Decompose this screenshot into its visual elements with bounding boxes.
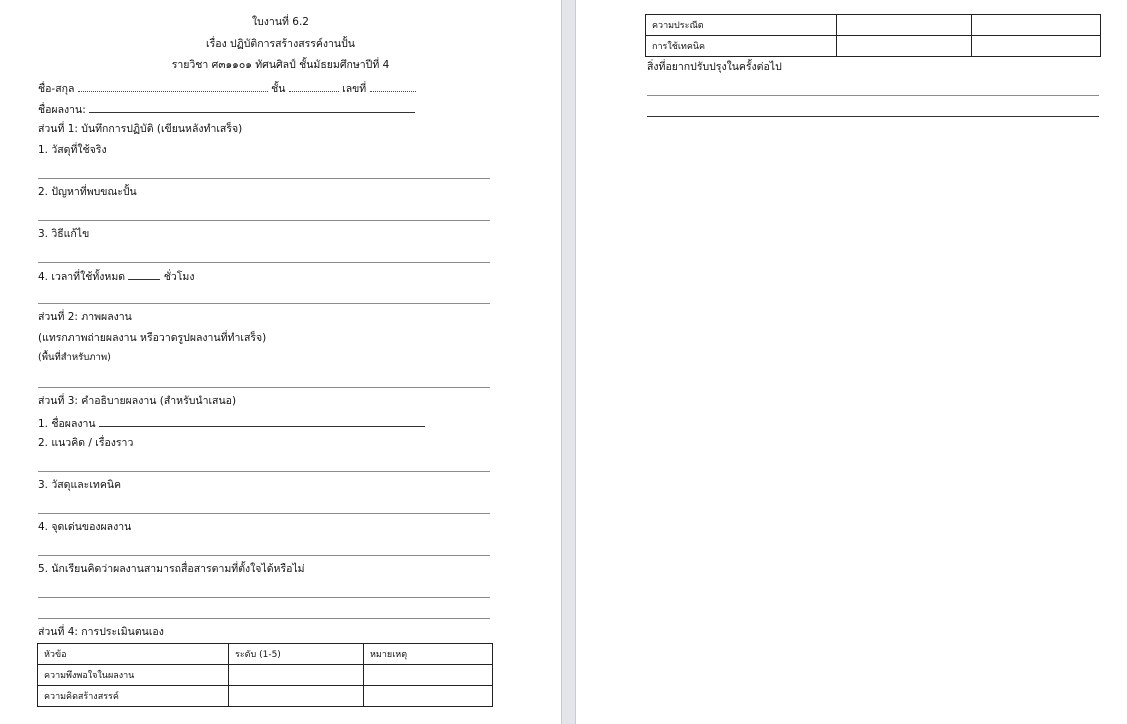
time-used-blank[interactable] — [128, 269, 160, 280]
improvement-label: สิ่งที่อยากปรับปรุงในครั้งต่อไป — [647, 61, 782, 73]
document-page-2 — [576, 0, 1127, 724]
answer-line[interactable] — [38, 303, 490, 304]
number-blank[interactable] — [370, 81, 416, 92]
page-gutter — [561, 0, 576, 724]
document-page-1 — [0, 0, 561, 724]
work-title-label: 1. ชื่อผลงาน — [38, 418, 96, 430]
level-cell[interactable] — [229, 686, 364, 707]
worksheet-course: รายวิชา ศ๓๑๑๐๑ ทัศนศิลป์ ชั้นมัธยมศึกษาปีที่ 4 — [171, 59, 390, 71]
answer-line[interactable] — [38, 618, 490, 619]
part1-q3: 3. วิธีแก้ไข — [38, 228, 90, 240]
part1-heading: ส่วนที่ 1: บันทึกการปฏิบัติ (เขียนหลังทำเสร็จ) — [38, 123, 243, 135]
part3-heading: ส่วนที่ 3: คำอธิบายผลงาน (สำหรับนำเสนอ) — [38, 395, 237, 407]
part4-heading: ส่วนที่ 4: การประเมินตนเอง — [38, 626, 164, 638]
table-row — [646, 36, 1101, 57]
work-name-line — [38, 102, 415, 117]
part2-instruction: (แทรกภาพถ่ายผลงาน หรือวาดรูปผลงานที่ทำเสร็จ) — [38, 332, 267, 344]
answer-line[interactable] — [38, 220, 490, 221]
work-name-blank[interactable] — [89, 102, 415, 113]
worksheet-subject: เรื่อง ปฏิบัติการสร้างสรรค์งานปั้น — [206, 38, 355, 50]
header-topic: หัวข้อ — [38, 644, 229, 665]
part3-q2: 2. แนวคิด / เรื่องราว — [38, 437, 134, 449]
remark-cell[interactable] — [972, 15, 1101, 36]
table-header-row — [38, 644, 493, 665]
header-remark: หมายเหตุ — [364, 644, 493, 665]
part2-heading: ส่วนที่ 2: ภาพผลงาน — [38, 311, 132, 323]
row-topic: ความประณีต — [646, 15, 837, 36]
row-topic: ความพึงพอใจในผลงาน — [38, 665, 229, 686]
part2-space-note: (พื้นที่สำหรับภาพ) — [38, 352, 111, 363]
level-cell[interactable] — [229, 665, 364, 686]
student-info-line — [38, 81, 416, 96]
answer-line[interactable] — [38, 178, 490, 179]
work-name-label: ชื่อผลงาน: — [38, 104, 86, 116]
part3-q5: 5. นักเรียนคิดว่าผลงานสามารถสื่อสารตามที่ตั้งใจได้หรือไม่ — [38, 563, 305, 575]
remark-cell[interactable] — [972, 36, 1101, 57]
name-label: ชื่อ-สกุล — [38, 83, 75, 95]
time-used-label: 4. เวลาที่ใช้ทั้งหมด — [38, 271, 126, 283]
level-cell[interactable] — [837, 36, 972, 57]
part3-q1 — [38, 416, 425, 431]
header-level: ระดับ (1-5) — [229, 644, 364, 665]
part1-q1: 1. วัสดุที่ใช้จริง — [38, 144, 107, 156]
row-topic: การใช้เทคนิค — [646, 36, 837, 57]
number-label: เลขที่ — [342, 83, 367, 95]
class-blank[interactable] — [289, 81, 339, 92]
remark-cell[interactable] — [364, 686, 493, 707]
answer-line[interactable] — [38, 513, 490, 514]
table-row — [38, 665, 493, 686]
answer-line[interactable] — [38, 555, 490, 556]
part1-q4 — [38, 269, 194, 284]
table-row — [646, 15, 1101, 36]
level-cell[interactable] — [837, 15, 972, 36]
class-label: ชั้น — [271, 83, 286, 95]
answer-line[interactable] — [647, 95, 1099, 96]
image-area-line[interactable] — [38, 387, 490, 388]
row-topic: ความคิดสร้างสรรค์ — [38, 686, 229, 707]
remark-cell[interactable] — [364, 665, 493, 686]
part1-q2: 2. ปัญหาที่พบขณะปั้น — [38, 186, 137, 198]
self-assessment-table-continued — [645, 14, 1101, 57]
answer-line[interactable] — [38, 262, 490, 263]
part3-q4: 4. จุดเด่นของผลงาน — [38, 521, 132, 533]
answer-line[interactable] — [38, 597, 490, 598]
table-row — [38, 686, 493, 707]
hours-label: ชั่วโมง — [163, 271, 195, 283]
self-assessment-table — [37, 643, 493, 707]
name-blank[interactable] — [78, 81, 268, 92]
part3-q3: 3. วัสดุและเทคนิค — [38, 479, 122, 491]
worksheet-title: ใบงานที่ 6.2 — [252, 16, 309, 28]
answer-line[interactable] — [647, 116, 1099, 117]
work-title-blank[interactable] — [99, 416, 425, 427]
answer-line[interactable] — [38, 471, 490, 472]
